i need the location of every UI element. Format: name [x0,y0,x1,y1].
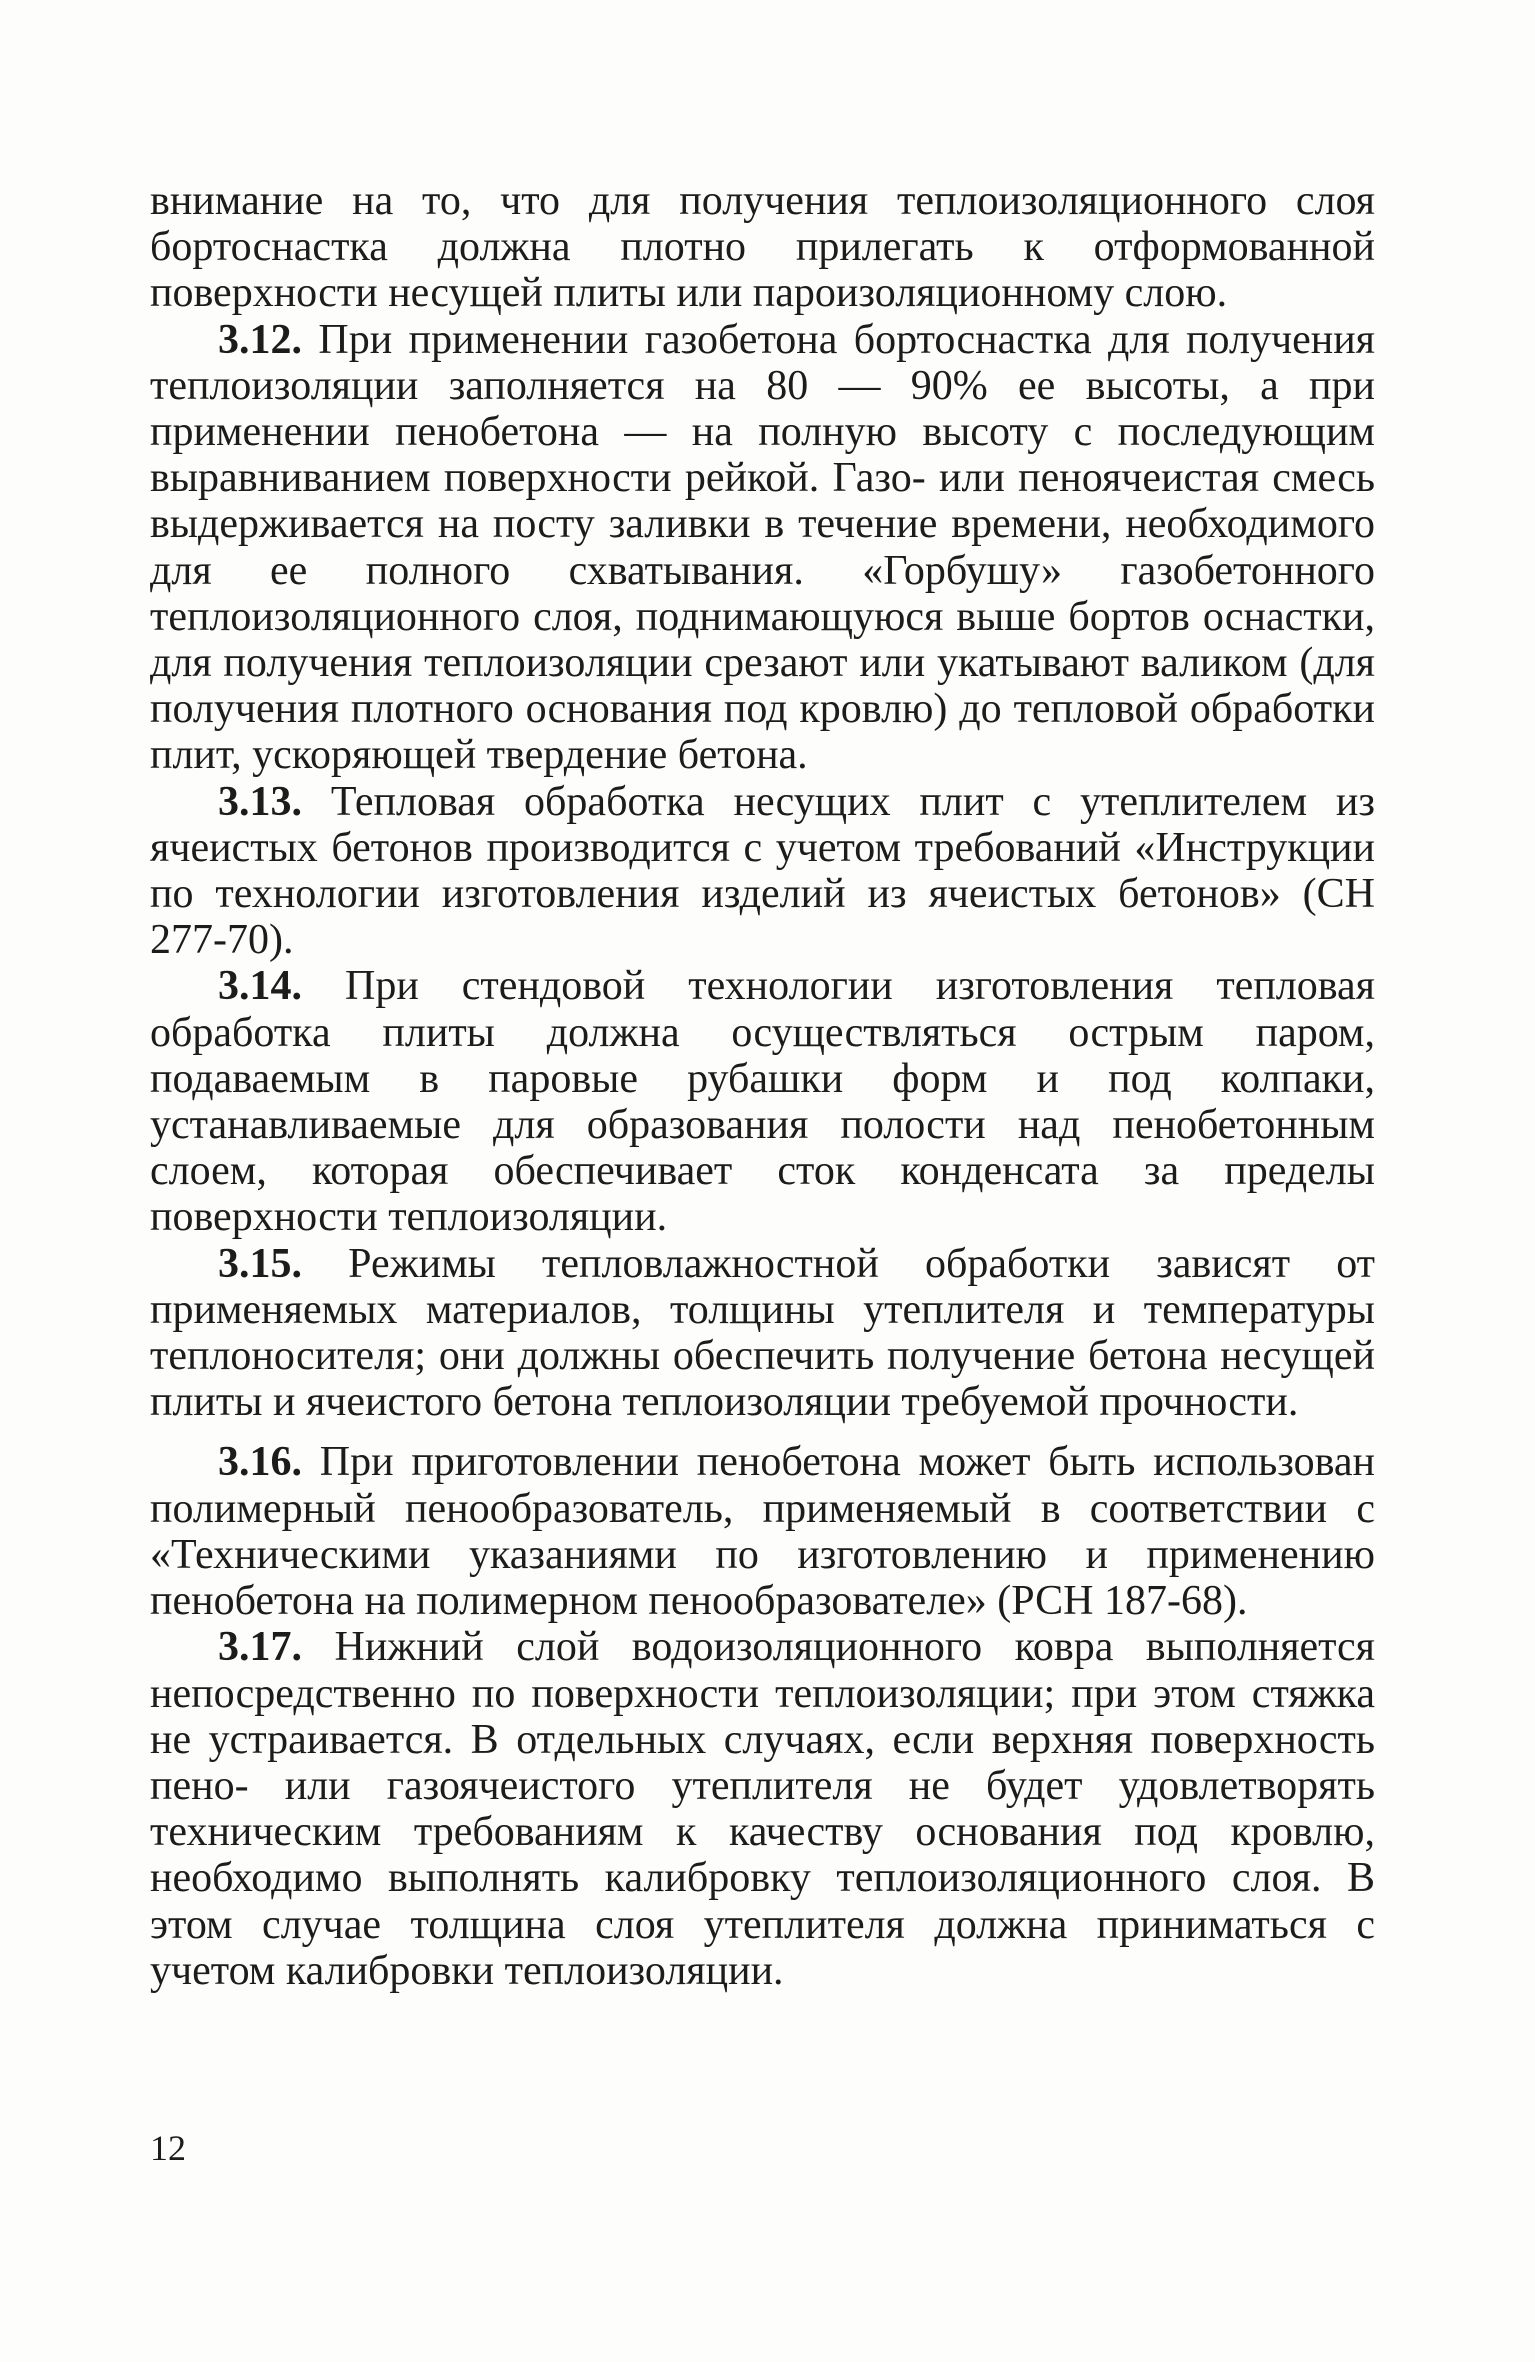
paragraph-text: Режимы тепловлажностной обработки зависят от применяемых материалов, толщины утеплителя и температуры теплоносителя; они должны обеспечить получение бетона несущей плиты и ячеистого бетона теплоизоляции требуемой прочности. [150,1240,1375,1426]
paragraph-number: 3.13. [218,778,302,825]
paragraph-number: 3.17. [218,1624,302,1671]
paragraph-3-17 [150,1624,1375,1994]
paragraph-number: 3.12. [218,316,302,363]
paragraph-text: При стендовой технологии изготовления тепловая обработка плиты должна осуществляться острым паром, подаваемым в паровые рубашки форм и под колпаки, устанавливаемые для образования полости над пенобетонным слоем, которая обеспечивает сток конденсата за пределы поверхности теплоизоляции. [150,963,1376,1241]
paragraph-text: внимание на то, что для получения теплоизоляционного слоя бортоснастка должна плотно прилегать к отформованной поверхности несущей плиты или пароизоляционному слою. [150,178,1375,317]
paragraph-3-12 [150,317,1375,779]
paragraph-3-15 [150,1241,1375,1426]
paragraph-3-16 [150,1439,1375,1624]
paragraph-number: 3.14. [218,963,302,1010]
paragraph-text: При приготовлении пенобетона может быть использован полимерный пенообразователь, применяемый в соответствии с «Техническими указаниями по изготовлению и применению пенобетона на полимерном пенообразователе» (РСН 187-68). [150,1439,1376,1625]
paragraph-text: Тепловая обработка несущих плит с утеплителем из ячеистых бетонов производится с учетом требований «Инструкции по технологии изготовления изделий из ячеистых бетонов» (СН 277-70). [150,778,1375,964]
paragraph-3-14 [150,963,1375,1240]
paragraph-text: При применении газобетона бортоснастка для получения теплоизоляции заполняется на 80 — 90% ее высоты, а при применении пенобетона — на полную высоту с последующим выравниванием поверхности рейкой. Газо- или пеноячеистая смесь выдерживается на посту заливки в течение времени, необходимого для ее полного схватывания. «Горбушу» газобетонного теплоизоляционного слоя, поднимающуюся выше бортов оснастки, для получения теплоизоляции срезают или укатывают валиком (для получения плотного основания под кровлю) до тепловой обработки плит, ускоряющей твердение бетона. [150,316,1376,779]
paragraph-3-13 [150,779,1375,964]
paragraph-number: 3.16. [218,1439,302,1486]
body-text [150,178,1375,1994]
paragraph-number: 3.15. [218,1240,302,1287]
paragraph-continuation [150,178,1375,317]
paragraph-text: Нижний слой водоизоляционного ковра выполняется непосредственно по поверхности теплоизоляции; при этом стяжка не устраивается. В отдельных случаях, если верхняя поверхность пено- или газоячеистого утеплителя не будет удовлетворять техническим требованиям к качеству основания под кровлю, необходимо выполнять калибровку теплоизоляционного слоя. В этом случае толщина слоя утеплителя должна приниматься с учетом калибровки теплоизоляции. [150,1624,1376,1994]
page-number: 12 [150,2128,186,2168]
